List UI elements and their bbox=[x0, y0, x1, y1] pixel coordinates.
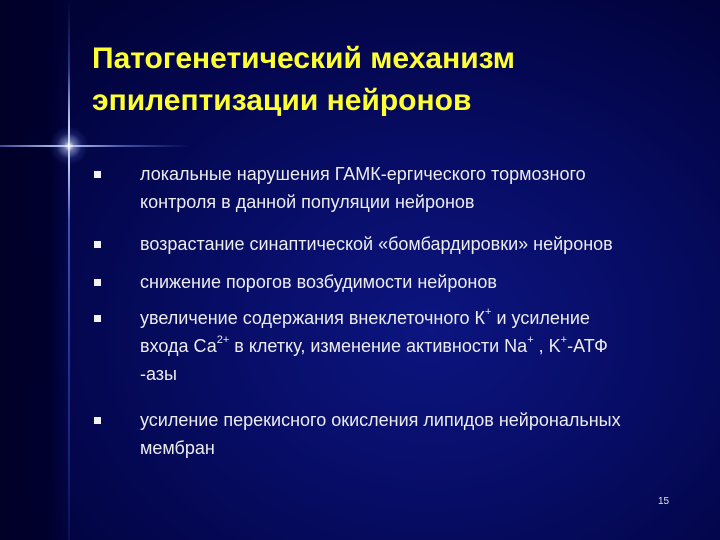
bullet-item bbox=[94, 268, 684, 296]
bullet-text: увеличение содержания внеклеточного К+ и усиление входа $Са^{2+}$ в клетку, изменение активности Na+ , K+-АТФ -азы bbox=[140, 306, 608, 384]
bullet-text: усиление перекисного окисления липидов нейрональных мембран bbox=[140, 410, 621, 458]
bullet-item bbox=[94, 406, 684, 462]
square-bullet-icon bbox=[94, 279, 101, 286]
square-bullet-icon bbox=[94, 417, 101, 424]
title-line-1: Патогенетический механизм bbox=[92, 42, 515, 75]
slide-title bbox=[92, 38, 692, 122]
bullet-item bbox=[94, 304, 684, 388]
bullet-text: локальные нарушения ГАМК-ергического тормозного контроля в данной популяции нейронов bbox=[140, 164, 586, 212]
decorative-horizontal-line bbox=[0, 145, 190, 147]
bullet-item bbox=[94, 160, 684, 216]
left-dark-band bbox=[0, 0, 70, 540]
square-bullet-icon bbox=[94, 315, 101, 322]
bullet-text: возрастание синаптической «бомбардировки» нейронов bbox=[140, 234, 613, 254]
page-number: 15 bbox=[658, 496, 670, 507]
square-bullet-icon bbox=[94, 241, 101, 248]
title-line-2: эпилептизации нейронов bbox=[92, 84, 472, 117]
square-bullet-icon bbox=[94, 171, 101, 178]
sparkle-icon bbox=[49, 126, 89, 166]
bullet-text: снижение порогов возбудимости нейронов bbox=[140, 272, 497, 292]
bullet-item bbox=[94, 230, 684, 258]
bullet-list bbox=[94, 160, 684, 462]
